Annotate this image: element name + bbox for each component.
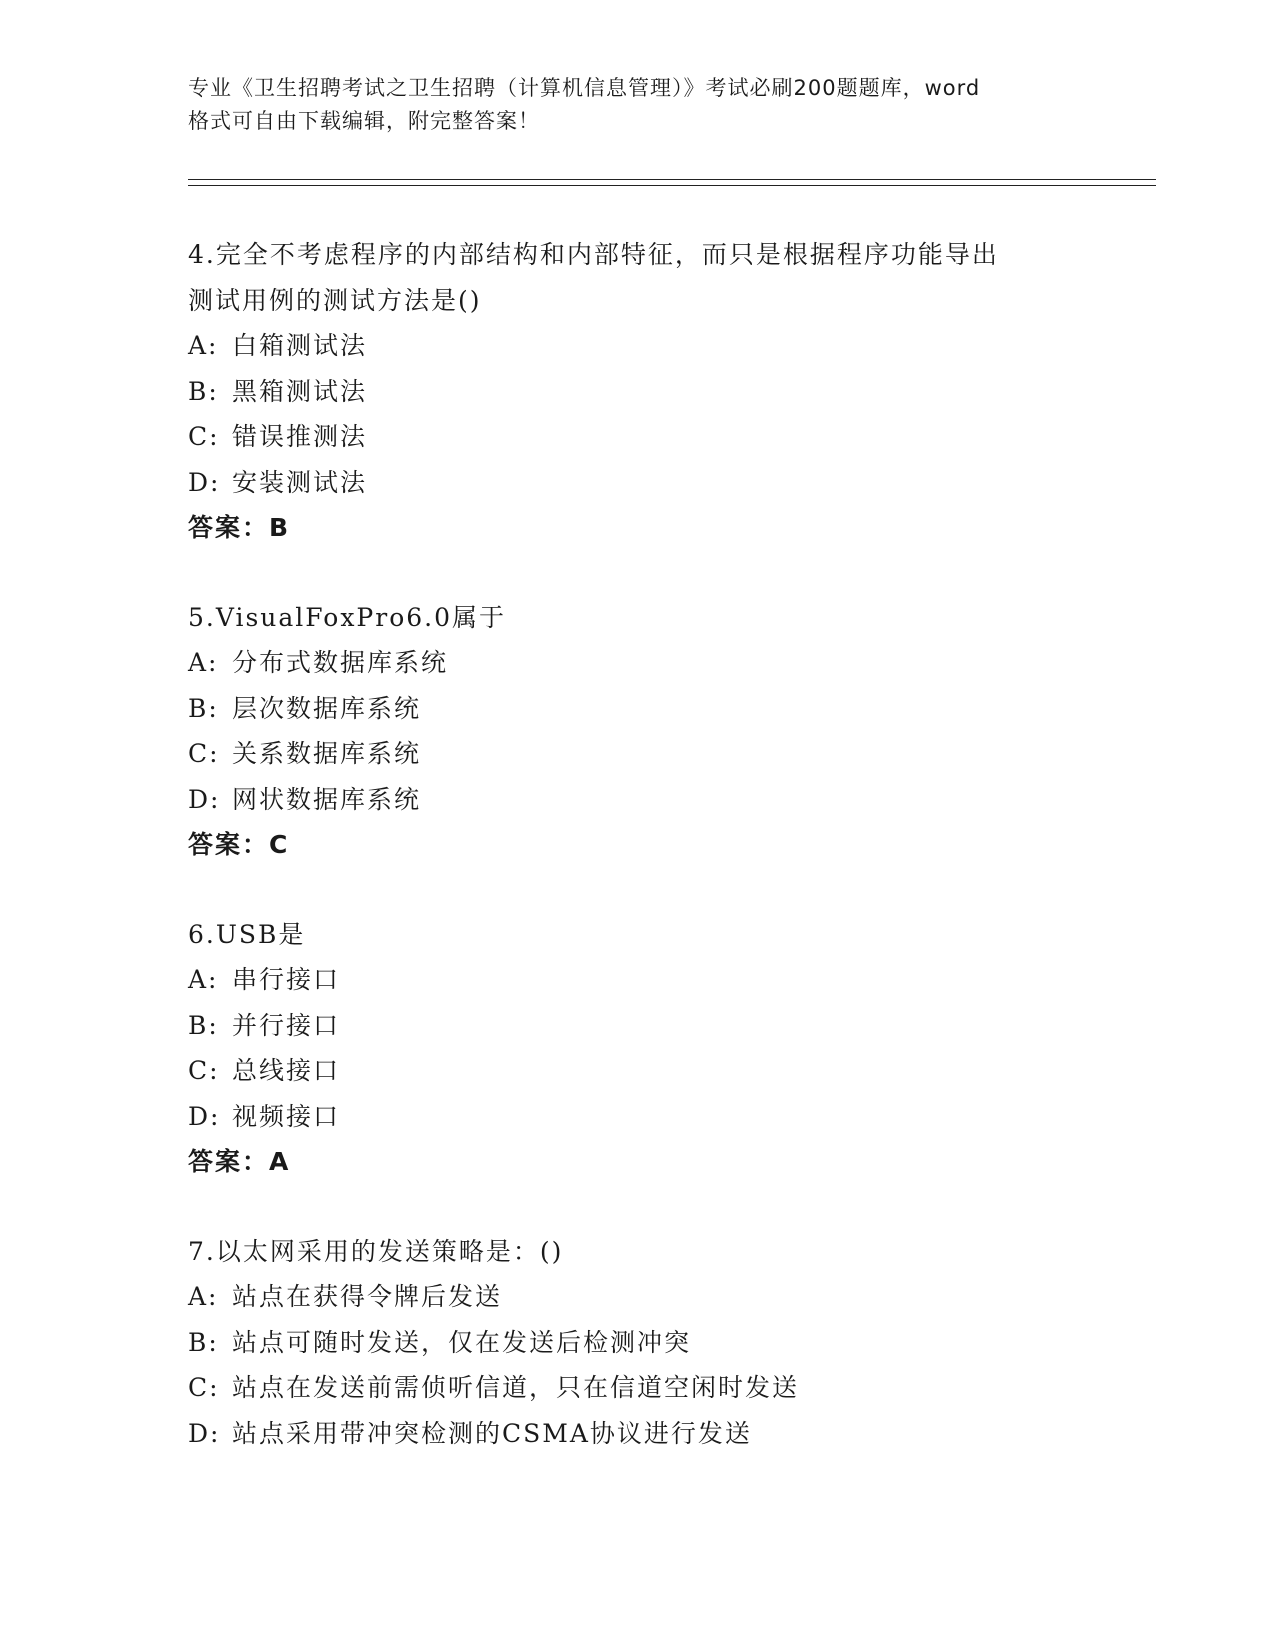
answer-line: 答案：B <box>188 513 291 542</box>
option-text: 串行接口 <box>232 965 341 994</box>
question-stem-continued: 测试用例的测试方法是() <box>188 285 482 315</box>
option-key: D: <box>188 467 221 497</box>
option-c <box>188 414 1118 460</box>
option-b <box>188 369 1118 415</box>
option-b <box>188 686 1118 732</box>
option-key: A: <box>188 331 219 360</box>
question-5 <box>188 595 1118 868</box>
option-key: D: <box>188 784 221 814</box>
option-d <box>188 1411 1118 1457</box>
question-stem: 5.VisualFoxPro6.0属于 <box>188 602 507 632</box>
answer-line: 答案：A <box>188 1147 291 1176</box>
option-text: 关系数据库系统 <box>232 739 422 768</box>
option-text: 站点在获得令牌后发送 <box>232 1282 503 1311</box>
option-text: 黑箱测试法 <box>232 376 368 406</box>
option-key: C: <box>188 1373 220 1402</box>
option-text: 站点采用带冲突检测的CSMA协议进行发送 <box>232 1418 752 1448</box>
option-key: D: <box>188 1418 221 1448</box>
option-key: A: <box>188 965 219 994</box>
option-c <box>188 1048 1118 1094</box>
answer-line: 答案：C <box>188 830 290 859</box>
option-c <box>188 731 1118 777</box>
header-title-line-1: 专业《卫生招聘考试之卫生招聘（计算机信息管理）》考试必刷200题题库，word <box>188 76 981 100</box>
question-stem: 7.以太网采用的发送策略是：() <box>188 1236 564 1266</box>
option-key: C: <box>188 422 220 451</box>
question-6 <box>188 912 1118 1185</box>
option-text: 站点可随时发送，仅在发送后检测冲突 <box>232 1327 692 1357</box>
option-text: 错误推测法 <box>232 422 368 451</box>
option-key: B: <box>188 1327 219 1357</box>
option-text: 并行接口 <box>232 1010 341 1040</box>
option-key: C: <box>188 1056 220 1085</box>
option-b <box>188 1003 1118 1049</box>
option-key: C: <box>188 739 220 768</box>
option-c <box>188 1365 1118 1411</box>
option-key: B: <box>188 376 219 406</box>
option-a <box>188 323 1118 369</box>
option-text: 总线接口 <box>232 1056 341 1085</box>
option-a <box>188 957 1118 1003</box>
option-d <box>188 1094 1118 1140</box>
option-a <box>188 640 1118 686</box>
option-b <box>188 1320 1118 1366</box>
option-key: B: <box>188 1010 219 1040</box>
question-7 <box>188 1229 1118 1457</box>
header-title-line-2: 格式可自由下载编辑，附完整答案！ <box>188 109 540 133</box>
option-d <box>188 777 1118 823</box>
option-key: B: <box>188 693 219 723</box>
option-text: 安装测试法 <box>232 467 368 497</box>
option-key: A: <box>188 648 219 677</box>
option-text: 分布式数据库系统 <box>232 648 449 677</box>
document-header <box>188 72 1088 138</box>
question-stem: 6.USB是 <box>188 919 306 949</box>
option-text: 层次数据库系统 <box>232 693 422 723</box>
option-text: 视频接口 <box>232 1101 341 1131</box>
option-text: 网状数据库系统 <box>232 784 422 814</box>
header-double-rule <box>188 179 1156 186</box>
question-list <box>188 232 1118 1500</box>
option-text: 站点在发送前需侦听信道，只在信道空闲时发送 <box>232 1373 800 1402</box>
option-key: A: <box>188 1282 219 1311</box>
question-4 <box>188 232 1118 551</box>
option-a <box>188 1274 1118 1320</box>
question-stem: 4.完全不考虑程序的内部结构和内部特征，而只是根据程序功能导出 <box>188 240 999 269</box>
option-d <box>188 460 1118 506</box>
option-key: D: <box>188 1101 221 1131</box>
option-text: 白箱测试法 <box>232 331 368 360</box>
